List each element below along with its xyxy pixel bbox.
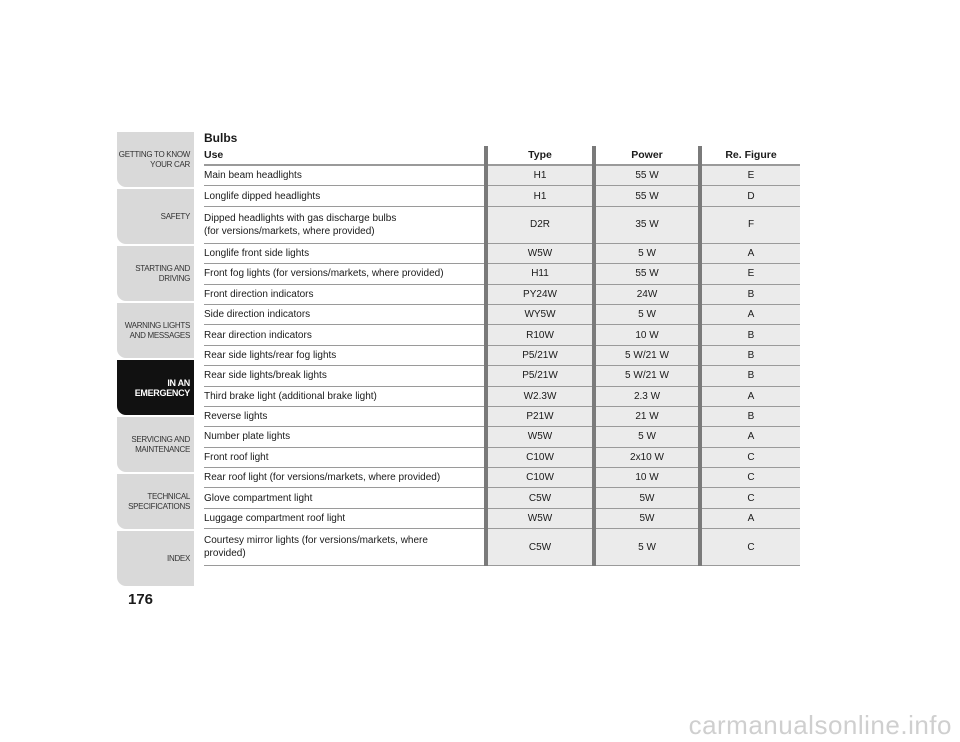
cell-re-figure: B <box>700 345 800 365</box>
cell-power: 21 W <box>594 406 700 426</box>
tab-in-an-emergency[interactable]: IN AN EMERGENCY <box>117 360 194 415</box>
table-row <box>204 284 800 304</box>
cell-power: 5W <box>594 508 700 528</box>
cell-use: Number plate lights <box>204 427 486 447</box>
cell-use: Reverse lights <box>204 406 486 426</box>
bulbs-table <box>204 146 800 566</box>
cell-use: Luggage compartment roof light <box>204 508 486 528</box>
cell-re-figure: A <box>700 427 800 447</box>
table-row <box>204 345 800 365</box>
table-row <box>204 186 800 206</box>
cell-type: D2R <box>486 206 594 243</box>
table-body <box>204 165 800 566</box>
cell-re-figure: D <box>700 186 800 206</box>
cell-use: Front roof light <box>204 447 486 467</box>
table-row <box>204 406 800 426</box>
cell-power: 5 W <box>594 529 700 566</box>
table-row <box>204 325 800 345</box>
table-header-row <box>204 146 800 165</box>
cell-power: 5 W <box>594 243 700 263</box>
cell-re-figure: C <box>700 488 800 508</box>
cell-power: 35 W <box>594 206 700 243</box>
cell-type: W5W <box>486 508 594 528</box>
table-row <box>204 366 800 386</box>
cell-power: 2x10 W <box>594 447 700 467</box>
header-use: Use <box>204 146 486 165</box>
cell-re-figure: C <box>700 529 800 566</box>
cell-re-figure: A <box>700 243 800 263</box>
cell-type: P5/21W <box>486 366 594 386</box>
cell-re-figure: A <box>700 304 800 324</box>
cell-power: 55 W <box>594 186 700 206</box>
cell-type: H1 <box>486 165 594 186</box>
table-row <box>204 386 800 406</box>
cell-type: W2.3W <box>486 386 594 406</box>
table-row <box>204 243 800 263</box>
cell-use: Main beam headlights <box>204 165 486 186</box>
cell-re-figure: A <box>700 386 800 406</box>
cell-power: 5 W <box>594 304 700 324</box>
cell-type: WY5W <box>486 304 594 324</box>
cell-power: 55 W <box>594 165 700 186</box>
table-row <box>204 165 800 186</box>
cell-type: P5/21W <box>486 345 594 365</box>
page-number: 176 <box>128 591 154 608</box>
tab-servicing-and-maintenance[interactable]: SERVICING AND MAINTENANCE <box>117 417 194 472</box>
cell-type: C5W <box>486 529 594 566</box>
cell-type: W5W <box>486 243 594 263</box>
header-type: Type <box>486 146 594 165</box>
cell-power: 55 W <box>594 264 700 284</box>
cell-use: Longlife front side lights <box>204 243 486 263</box>
cell-use: Rear roof light (for versions/markets, where provided) <box>204 468 486 488</box>
cell-type: P21W <box>486 406 594 426</box>
header-power: Power <box>594 146 700 165</box>
cell-re-figure: E <box>700 264 800 284</box>
cell-type: C10W <box>486 468 594 488</box>
cell-type: W5W <box>486 427 594 447</box>
table-row <box>204 508 800 528</box>
cell-re-figure: C <box>700 447 800 467</box>
cell-power: 10 W <box>594 468 700 488</box>
cell-type: H11 <box>486 264 594 284</box>
cell-re-figure: E <box>700 165 800 186</box>
tab-starting-and-driving[interactable]: STARTING AND DRIVING <box>117 246 194 301</box>
table-row <box>204 264 800 284</box>
cell-use: Front fog lights (for versions/markets, where provided) <box>204 264 486 284</box>
cell-power: 2.3 W <box>594 386 700 406</box>
cell-use: Longlife dipped headlights <box>204 186 486 206</box>
table-row <box>204 468 800 488</box>
cell-type: PY24W <box>486 284 594 304</box>
table-row <box>204 427 800 447</box>
table-row <box>204 529 800 566</box>
chapter-tabs <box>117 132 194 588</box>
cell-type: H1 <box>486 186 594 206</box>
table-row <box>204 206 800 243</box>
tab-safety[interactable]: SAFETY <box>117 189 194 244</box>
cell-re-figure: B <box>700 284 800 304</box>
cell-use: Rear side lights/rear fog lights <box>204 345 486 365</box>
cell-power: 5 W/21 W <box>594 345 700 365</box>
header-re-figure: Re. Figure <box>700 146 800 165</box>
table-row <box>204 447 800 467</box>
section-title: Bulbs <box>204 131 238 145</box>
cell-re-figure: C <box>700 468 800 488</box>
watermark: carmanualsonline.info <box>688 710 952 740</box>
table-row <box>204 488 800 508</box>
cell-use: Third brake light (additional brake light) <box>204 386 486 406</box>
cell-re-figure: F <box>700 206 800 243</box>
cell-type: C5W <box>486 488 594 508</box>
tab-technical-specifications[interactable]: TECHNICAL SPECIFICATIONS <box>117 474 194 529</box>
cell-re-figure: B <box>700 325 800 345</box>
cell-use: Front direction indicators <box>204 284 486 304</box>
cell-use: Side direction indicators <box>204 304 486 324</box>
cell-power: 24W <box>594 284 700 304</box>
cell-power: 10 W <box>594 325 700 345</box>
cell-type: C10W <box>486 447 594 467</box>
cell-use: Rear direction indicators <box>204 325 486 345</box>
cell-re-figure: A <box>700 508 800 528</box>
cell-power: 5 W/21 W <box>594 366 700 386</box>
table-row <box>204 304 800 324</box>
cell-type: R10W <box>486 325 594 345</box>
tab-getting-to-know-your-car[interactable]: GETTING TO KNOW YOUR CAR <box>117 132 194 187</box>
cell-use: Glove compartment light <box>204 488 486 508</box>
cell-use: Dipped headlights with gas discharge bulbs (for versions/markets, where provided) <box>204 206 486 243</box>
cell-power: 5 W <box>594 427 700 447</box>
cell-power: 5W <box>594 488 700 508</box>
tab-index[interactable]: INDEX <box>117 531 194 586</box>
tab-warning-lights-and-messages[interactable]: WARNING LIGHTS AND MESSAGES <box>117 303 194 358</box>
cell-re-figure: B <box>700 406 800 426</box>
cell-re-figure: B <box>700 366 800 386</box>
cell-use: Courtesy mirror lights (for versions/markets, where provided) <box>204 529 486 566</box>
cell-use: Rear side lights/break lights <box>204 366 486 386</box>
